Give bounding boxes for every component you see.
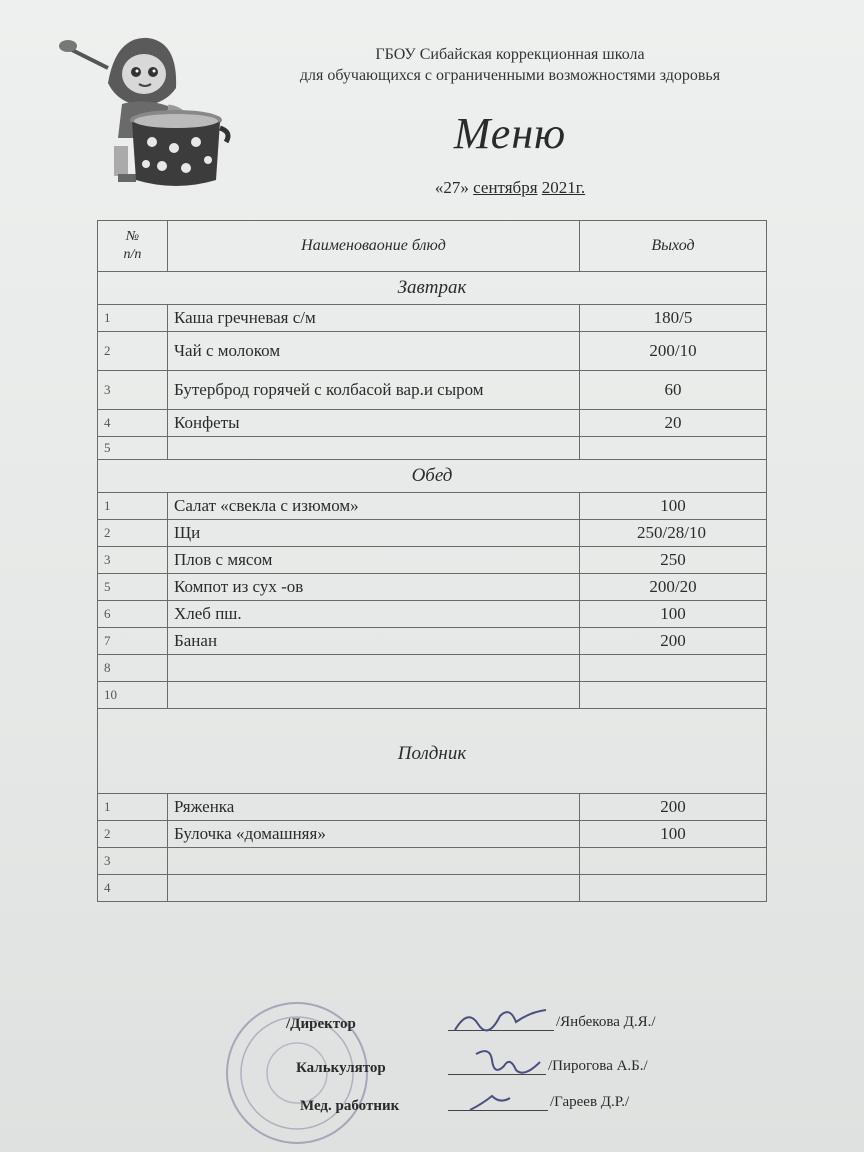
row-number: 5 [98,437,168,460]
row-number: 1 [98,794,168,821]
row-number: 2 [98,332,168,371]
header-number-label: п/п [123,247,142,262]
section-title: Завтрак [98,272,767,305]
section-title: Полдник [98,709,767,794]
row-output: 250/28/10 [580,520,767,547]
row-output: 100 [580,493,767,520]
row-dish: Хлеб пш. [168,601,580,628]
signature-role: Калькулятор [296,1060,386,1076]
row-output: 200/10 [580,332,767,371]
row-output: 250 [580,547,767,574]
row-number: 4 [98,410,168,437]
row-dish: Бутерброд горячей с колбасой вар.и сыром [168,371,580,410]
row-number: 1 [98,305,168,332]
row-number: 3 [98,848,168,875]
org-line-1: ГБОУ Сибайская коррекционная школа [375,46,645,63]
row-dish: Булочка «домашняя» [168,821,580,848]
signature-scribble [470,1044,550,1080]
row-output: 60 [580,371,767,410]
row-number: 3 [98,371,168,410]
date-day: «27» [434,178,469,197]
row-number: 7 [98,628,168,655]
row-dish: Каша гречневая с/м [168,305,580,332]
row-number: 3 [98,547,168,574]
row-number: 2 [98,520,168,547]
row-number: 6 [98,601,168,628]
header-number-symbol: № [125,229,140,244]
row-output: 100 [580,821,767,848]
section-title: Обед [98,460,767,493]
row-output: 180/5 [580,305,767,332]
signature-name: /Янбекова Д.Я./ [556,1014,656,1030]
row-dish: Компот из сух -ов [168,574,580,601]
row-number: 1 [98,493,168,520]
page-title: Меню [453,109,567,158]
signature-scribble [450,1004,560,1036]
row-number: 5 [98,574,168,601]
row-output: 200 [580,628,767,655]
row-dish: Салат «свекла с изюмом» [168,493,580,520]
row-output: 20 [580,410,767,437]
date-month: сентября [473,178,538,197]
row-dish: Ряженка [168,794,580,821]
org-line-2: для обучающихся с ограниченными возможностями здоровья [299,67,721,84]
header-output: Выход [580,221,767,272]
signature-role: Мед. работник [300,1098,400,1114]
row-number: 10 [98,682,168,709]
row-output: 200 [580,794,767,821]
row-dish: Банан [168,628,580,655]
signature-name: /Пирогова А.Б./ [548,1058,648,1074]
signature-role: /Директор [286,1016,356,1032]
row-dish: Щи [168,520,580,547]
row-number: 4 [98,875,168,902]
row-number: 2 [98,821,168,848]
row-dish: Чай с молоком [168,332,580,371]
row-dish: Конфеты [168,410,580,437]
row-output: 200/20 [580,574,767,601]
signature-name: /Гареев Д.Р./ [550,1094,630,1110]
row-output: 100 [580,601,767,628]
row-dish: Плов с мясом [168,547,580,574]
row-number: 8 [98,655,168,682]
date-year: 2021г. [541,178,586,197]
header-dish-name: Наименоваоние блюд [168,221,580,272]
signature-scribble [466,1090,526,1114]
